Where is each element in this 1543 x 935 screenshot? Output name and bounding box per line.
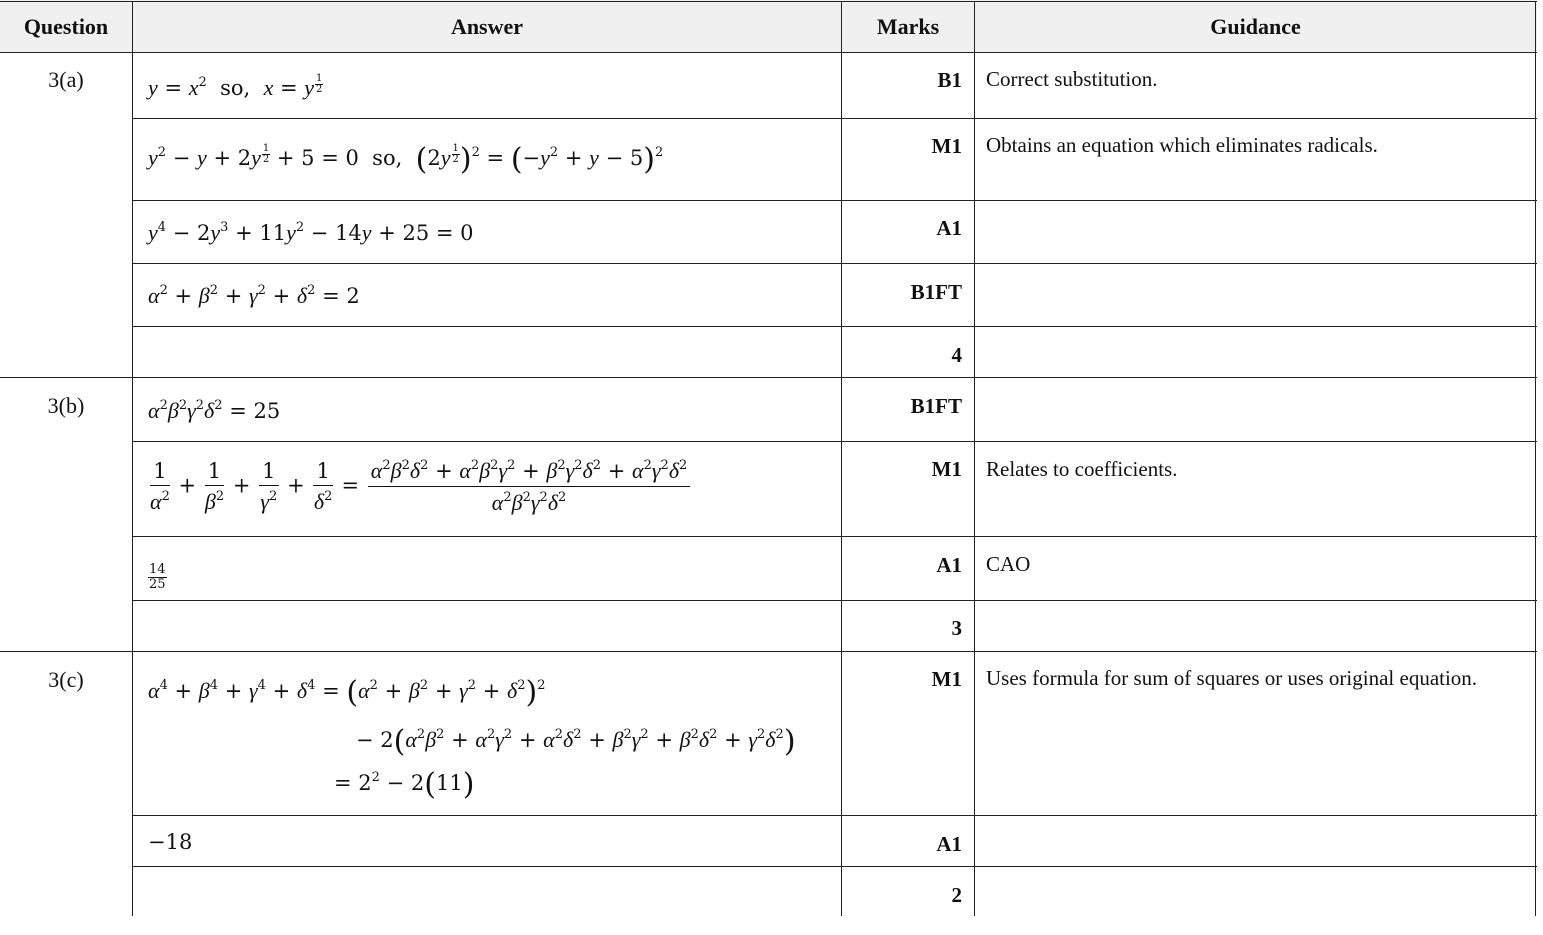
marks-total: 3	[951, 616, 962, 640]
question-label: 3(c)	[48, 667, 84, 692]
marks-cell: B1	[937, 68, 962, 92]
guidance-cell: CAO	[986, 552, 1031, 576]
guidance-cell: Correct substitution.	[986, 67, 1158, 91]
guidance-cell: Relates to coefficients.	[986, 457, 1178, 481]
answer-3c-line2: − $2(\alpha^2\beta^2 + \alpha^2\gamma^2 + \alpha^2\delta^2 + \beta^2\gamma^2 + \beta^2\delta^2 + \gamma^2\delta^2)$	[356, 724, 796, 759]
answer-3c-line3: = $2^2 - 2(11)$	[334, 767, 475, 802]
answer-3c-result: −18	[148, 830, 193, 854]
guidance-cell: Obtains an equation which eliminates radicals.	[986, 133, 1378, 157]
answer-3b-product: $\alpha^2\beta^2\gamma^2\delta^2 = 25$	[148, 398, 281, 423]
marks-total: 2	[951, 883, 962, 907]
question-label: 3(a)	[48, 67, 84, 92]
answer-3b-reciprocal-sum: $\frac{1}{\alpha^2}$ + $\frac{1}{\beta^2}$ + $\frac{1}{\gamma^2}$ + $\frac{1}{\delta^2}$ = $\frac{\alpha^2\beta^2\delta^2 + \alpha^2\beta^2\gamma^2 + \beta^2\gamma^2\delta^2 + \alpha^2\gamma^2\delta^2}{\alpha^2\beta^2\gamma^2\delta^2}$	[148, 458, 692, 516]
marks-cell: M1	[931, 134, 962, 158]
marks-total: 4	[951, 343, 962, 367]
marks-cell: B1FT	[910, 394, 962, 418]
header-guidance: Guidance	[1210, 14, 1301, 39]
marks-cell: A1	[936, 216, 962, 240]
answer-3c-line1: $\alpha^4 + \beta^4 + \gamma^4 + \delta^4 = (\alpha^2 + \beta^2 + \gamma^2 + \delta^2)^2$	[148, 675, 546, 710]
answer-3a-quartic: $y^4 - 2y^3 + 11y^2 - 14y + 25 = 0$	[148, 220, 474, 245]
marks-cell: B1FT	[910, 280, 962, 304]
question-label: 3(b)	[47, 393, 85, 418]
guidance-cell: Uses formula for sum of squares or uses original equation.	[986, 666, 1478, 690]
header-answer: Answer	[450, 14, 524, 39]
marks-cell: A1	[936, 553, 962, 577]
header-question: Question	[23, 14, 109, 39]
header-marks: Marks	[876, 14, 940, 39]
answer-3b-result: $\frac{14}{25}$	[149, 562, 166, 592]
answer-3a-substitution: $y = x^2$ so, x = y $\frac{1}{2}$	[148, 73, 323, 100]
marks-cell: M1	[931, 457, 962, 481]
answer-3a-eliminate-radicals: $y^2 - y + 2y$ $\frac{1}{2}$ + 5 = 0 so, (2y $\frac{1}{2}$ )$^2 = (-y^2 + y - 5)^2$	[148, 142, 664, 177]
answer-3a-sum-squares: $\alpha^2 + \beta^2 + \gamma^2 + \delta^2 = 2$	[148, 283, 360, 308]
marks-cell: A1	[936, 832, 962, 856]
marks-cell: M1	[931, 667, 962, 691]
